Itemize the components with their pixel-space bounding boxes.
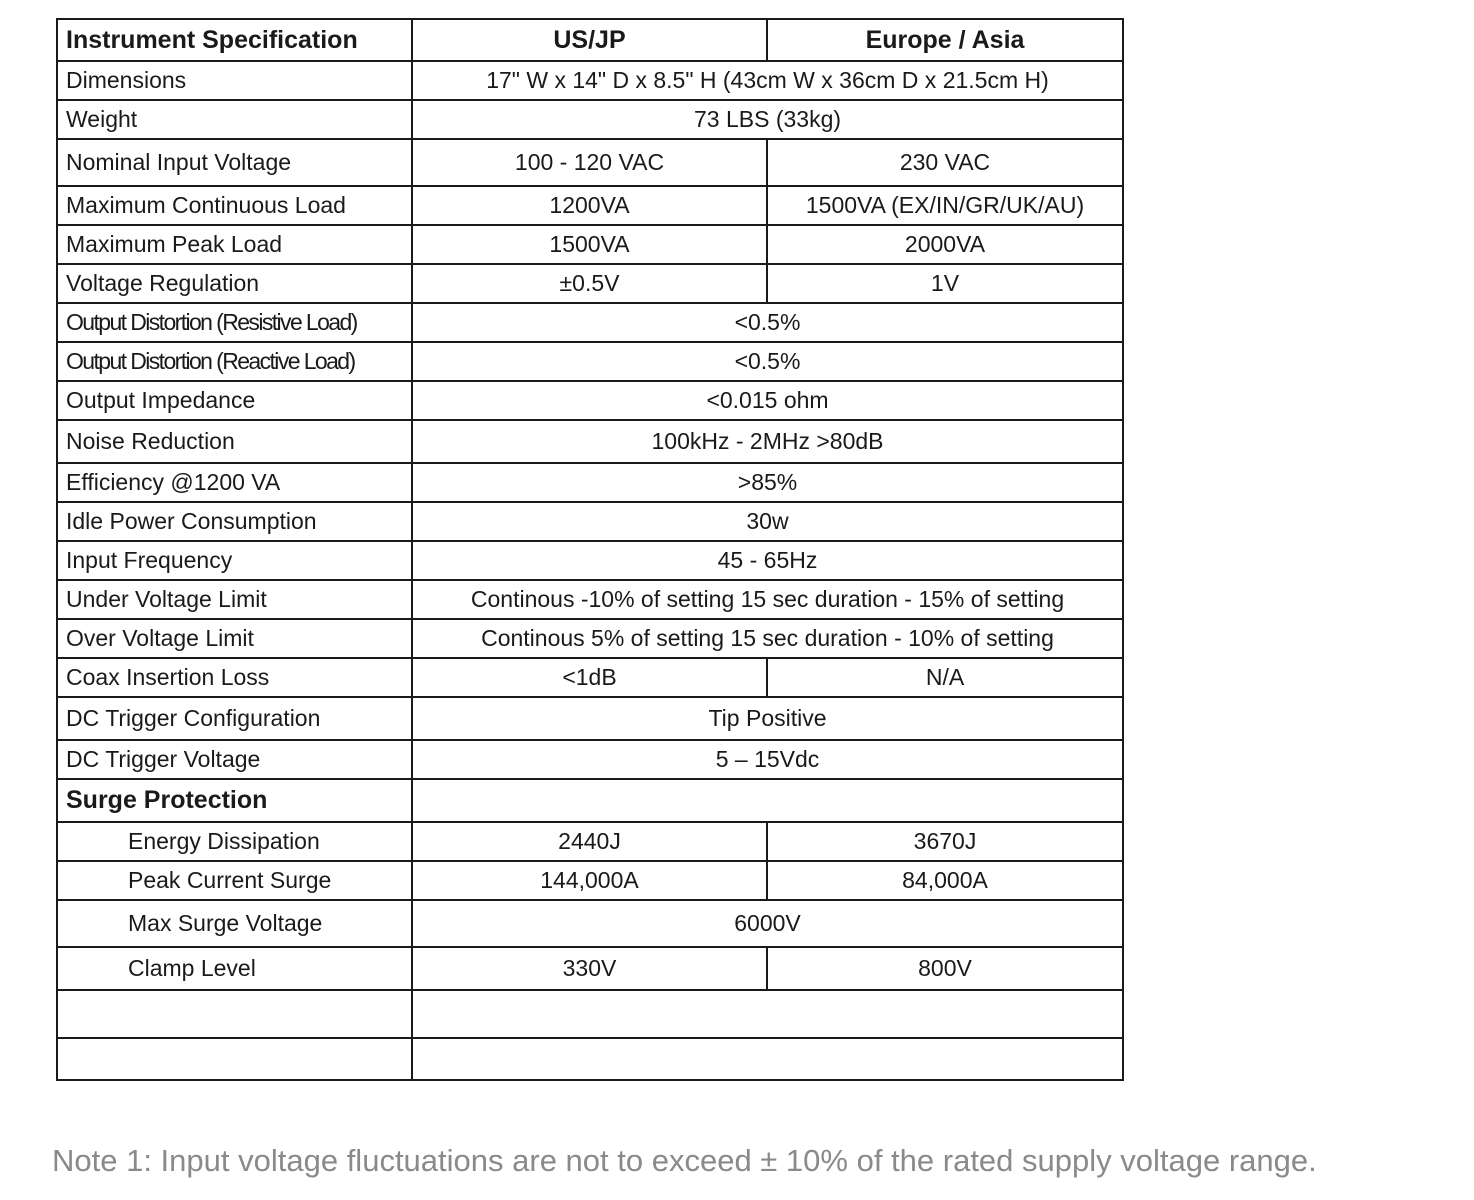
table-row xyxy=(57,100,1123,139)
spec-value-shared: 45 - 65Hz xyxy=(412,541,1123,580)
spec-value-shared: 6000V xyxy=(412,900,1123,947)
table-row xyxy=(57,861,1123,900)
table-row xyxy=(57,264,1123,303)
spec-value-shared: <0.015 ohm xyxy=(412,381,1123,420)
spec-value-us-jp: 144,000A xyxy=(412,861,767,900)
spec-value-us-jp: 1200VA xyxy=(412,186,767,225)
spec-value-us-jp: 1500VA xyxy=(412,225,767,264)
spec-label: Energy Dissipation xyxy=(57,822,412,861)
spec-value-us-jp: 2440J xyxy=(412,822,767,861)
spec-value-shared: <0.5% xyxy=(412,342,1123,381)
spec-label: Weight xyxy=(57,100,412,139)
table-row xyxy=(57,900,1123,947)
footnote: Note 1: Input voltage fluctuations are not to exceed ± 10% of the rated supply voltage range. xyxy=(52,1143,1317,1178)
spec-label: Coax Insertion Loss xyxy=(57,658,412,697)
spec-value-us-jp: 100 - 120 VAC xyxy=(412,139,767,186)
spec-label: Max Surge Voltage xyxy=(57,900,412,947)
spec-label: Maximum Continuous Load xyxy=(57,186,412,225)
spec-value-europe-asia: 800V xyxy=(767,947,1123,990)
table-row xyxy=(57,740,1123,779)
spec-value-shared: <0.5% xyxy=(412,303,1123,342)
spec-label: Clamp Level xyxy=(57,947,412,990)
table-row xyxy=(57,225,1123,264)
header-spec: Instrument Specification xyxy=(57,19,412,61)
spec-label: Voltage Regulation xyxy=(57,264,412,303)
table-row xyxy=(57,580,1123,619)
spec-value-us-jp: ±0.5V xyxy=(412,264,767,303)
spec-label: Idle Power Consumption xyxy=(57,502,412,541)
spec-value-shared: Tip Positive xyxy=(412,697,1123,740)
spec-value-shared: 17" W x 14" D x 8.5" H (43cm W x 36cm D x 21.5cm H) xyxy=(412,61,1123,100)
table-row xyxy=(57,541,1123,580)
table-row xyxy=(57,61,1123,100)
spec-label: Noise Reduction xyxy=(57,420,412,463)
spec-value-europe-asia: 3670J xyxy=(767,822,1123,861)
spec-label: DC Trigger Configuration xyxy=(57,697,412,740)
table-row xyxy=(57,822,1123,861)
spec-value-europe-asia: 230 VAC xyxy=(767,139,1123,186)
spec-value-shared: 73 LBS (33kg) xyxy=(412,100,1123,139)
spec-value-europe-asia: 84,000A xyxy=(767,861,1123,900)
spec-value-shared xyxy=(412,990,1123,1038)
table-row xyxy=(57,139,1123,186)
table-row xyxy=(57,420,1123,463)
spec-label: Output Distortion (Reactive Load) xyxy=(57,342,412,381)
spec-value-europe-asia: 2000VA xyxy=(767,225,1123,264)
spec-value-us-jp: 330V xyxy=(412,947,767,990)
spec-label: DC Trigger Voltage xyxy=(57,740,412,779)
spec-label: Peak Current Surge xyxy=(57,861,412,900)
spec-value-shared: 100kHz - 2MHz >80dB xyxy=(412,420,1123,463)
spec-label: Under Voltage Limit xyxy=(57,580,412,619)
spec-value-shared xyxy=(412,779,1123,822)
spec-label: Output Distortion (Resistive Load) xyxy=(57,303,412,342)
table-row xyxy=(57,342,1123,381)
header-europe-asia: Europe / Asia xyxy=(767,19,1123,61)
table-row xyxy=(57,619,1123,658)
spec-label: Dimensions xyxy=(57,61,412,100)
spec-label xyxy=(57,990,412,1038)
spec-value-shared xyxy=(412,1038,1123,1080)
spec-label: Input Frequency xyxy=(57,541,412,580)
spec-value-us-jp: <1dB xyxy=(412,658,767,697)
table-row xyxy=(57,990,1123,1038)
spec-label: Maximum Peak Load xyxy=(57,225,412,264)
spec-value-europe-asia: 1500VA (EX/IN/GR/UK/AU) xyxy=(767,186,1123,225)
spec-value-shared: >85% xyxy=(412,463,1123,502)
spec-value-shared: Continous -10% of setting 15 sec duration - 15% of setting xyxy=(412,580,1123,619)
spec-value-europe-asia: 1V xyxy=(767,264,1123,303)
spec-value-shared: 30w xyxy=(412,502,1123,541)
header-row xyxy=(57,19,1123,61)
table-row xyxy=(57,381,1123,420)
table-row xyxy=(57,658,1123,697)
spec-table xyxy=(56,18,1124,1081)
header-us-jp: US/JP xyxy=(412,19,767,61)
table-row xyxy=(57,502,1123,541)
table-row xyxy=(57,463,1123,502)
table-row xyxy=(57,1038,1123,1080)
spec-value-europe-asia: N/A xyxy=(767,658,1123,697)
spec-label: Nominal Input Voltage xyxy=(57,139,412,186)
spec-label: Output Impedance xyxy=(57,381,412,420)
section-heading: Surge Protection xyxy=(57,779,412,822)
table-row xyxy=(57,697,1123,740)
spec-label: Over Voltage Limit xyxy=(57,619,412,658)
table-row xyxy=(57,186,1123,225)
spec-label: Efficiency @1200 VA xyxy=(57,463,412,502)
table-row xyxy=(57,779,1123,822)
table-row xyxy=(57,303,1123,342)
spec-label xyxy=(57,1038,412,1080)
spec-value-shared: Continous 5% of setting 15 sec duration - 10% of setting xyxy=(412,619,1123,658)
table-row xyxy=(57,947,1123,990)
spec-value-shared: 5 – 15Vdc xyxy=(412,740,1123,779)
